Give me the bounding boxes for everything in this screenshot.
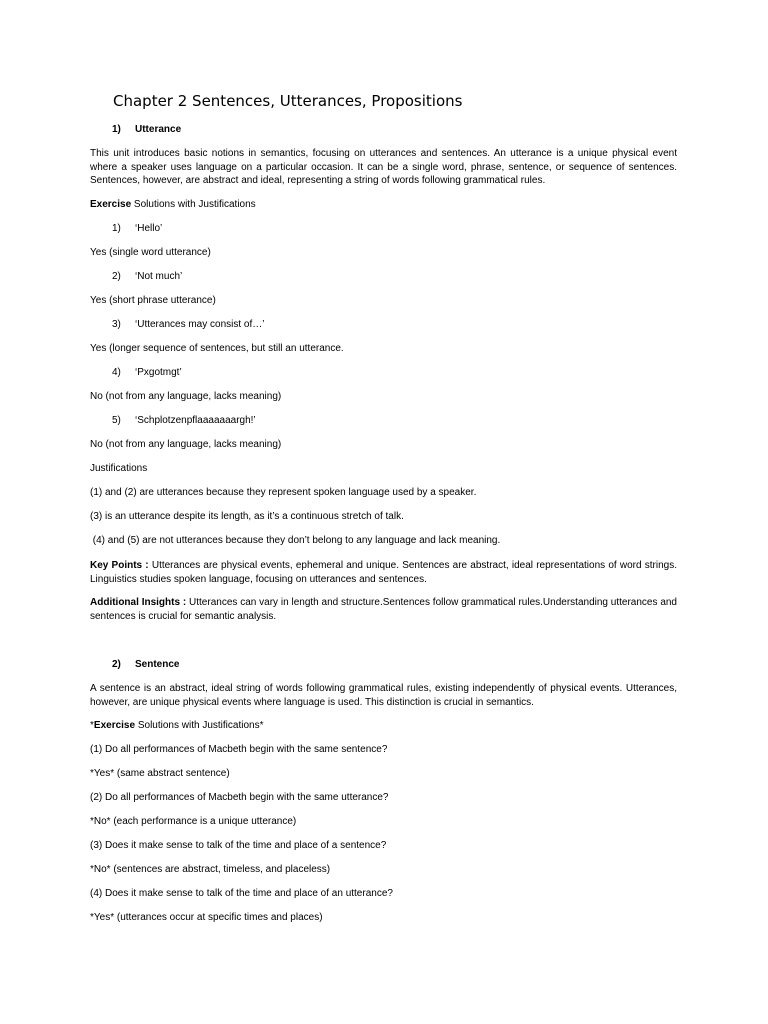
exercise-answer: No (not from any language, lacks meaning) xyxy=(90,391,282,402)
additional-insights-paragraph xyxy=(90,596,677,623)
exercise-prefix: * xyxy=(90,720,94,731)
section-number: 2) xyxy=(112,659,121,670)
justification-line: (1) and (2) are utterances because they represent spoken language used by a speaker. xyxy=(90,487,477,498)
exercise-label: Exercise xyxy=(93,720,136,731)
exercise-answer: Yes (single word utterance) xyxy=(90,247,211,258)
item-text: ‘Hello’ xyxy=(135,223,163,234)
item-number: 5) xyxy=(112,415,121,426)
question-line: (1) Do all performances of Macbeth begin with the same sentence? xyxy=(90,744,388,755)
answer-line: *No* (each performance is a unique utterance) xyxy=(90,816,297,827)
key-points-text: Utterances are physical events, ephemeral and unique. Sentences are abstract, ideal representations of word strings. Linguistics studies spoken language, focusing on utterances and sentences. xyxy=(90,560,677,585)
exercise-item xyxy=(112,222,162,236)
item-text: ‘Pxgotmgt’ xyxy=(135,367,182,378)
exercise-item xyxy=(112,414,256,428)
answer-line: *No* (sentences are abstract, timeless, and placeless) xyxy=(90,864,331,875)
answer-line: *Yes* (same abstract sentence) xyxy=(90,768,230,779)
key-points-paragraph xyxy=(90,559,677,586)
exercise-answer: Yes (longer sequence of sentences, but still an utterance. xyxy=(90,343,344,354)
exercise-label-rest: Solutions with Justifications xyxy=(131,199,256,210)
page-title: Chapter 2 Sentences, Utterances, Propositions xyxy=(113,92,463,110)
additional-insights-label: Additional Insights : xyxy=(90,597,187,608)
item-number: 1) xyxy=(112,223,121,234)
exercise-item xyxy=(112,318,265,332)
justifications-label: Justifications xyxy=(90,463,148,474)
exercise-heading xyxy=(90,719,263,733)
answer-line: *Yes* (utterances occur at specific times and places) xyxy=(90,912,323,923)
section-title: Sentence xyxy=(135,659,180,670)
key-points-label: Key Points : xyxy=(90,560,149,571)
question-line: (3) Does it make sense to talk of the time and place of a sentence? xyxy=(90,840,387,851)
utterance-intro-paragraph: This unit introduces basic notions in semantics, focusing on utterances and sentences. An utterance is a unique physical event where a speaker uses language on a particular occasion. It can be a single word, phrase, sentence, or sequence of sentences. Sentences, however, are abstract and ideal, representing a string of words following grammatical rules. xyxy=(90,148,677,187)
sentence-intro-paragraph: A sentence is an abstract, ideal string of words following grammatical rules, existing independently of physical events. Utterances, however, are unique physical events where language is used. This distinction is crucial in semantics. xyxy=(90,683,677,708)
section-heading-utterance xyxy=(112,123,181,137)
item-text: ‘Utterances may consist of…’ xyxy=(135,319,265,330)
item-number: 3) xyxy=(112,319,121,330)
question-line: (4) Does it make sense to talk of the time and place of an utterance? xyxy=(90,888,393,899)
exercise-answer: No (not from any language, lacks meaning) xyxy=(90,439,282,450)
item-text: ‘Schplotzenpflaaaaaaargh!’ xyxy=(135,415,256,426)
section-title: Utterance xyxy=(135,124,182,135)
justification-line: (4) and (5) are not utterances because they don’t belong to any language and lack meaning. xyxy=(90,535,501,546)
exercise-answer: Yes (short phrase utterance) xyxy=(90,295,216,306)
item-number: 4) xyxy=(112,367,121,378)
section-heading-sentence xyxy=(112,658,179,672)
item-text: ‘Not much’ xyxy=(135,271,183,282)
exercise-label: Exercise xyxy=(90,199,132,210)
item-number: 2) xyxy=(112,271,121,282)
additional-insights-text: Utterances can vary in length and structure.Sentences follow grammatical rules.Understanding utterances and sentences is crucial for semantic analysis. xyxy=(90,597,677,622)
exercise-label-rest: Solutions with Justifications* xyxy=(135,720,264,731)
exercise-heading xyxy=(90,198,256,212)
section-number: 1) xyxy=(112,124,121,135)
exercise-item xyxy=(112,366,182,380)
exercise-item xyxy=(112,270,182,284)
justification-line: (3) is an utterance despite its length, as it’s a continuous stretch of talk. xyxy=(90,511,404,522)
question-line: (2) Do all performances of Macbeth begin with the same utterance? xyxy=(90,792,389,803)
